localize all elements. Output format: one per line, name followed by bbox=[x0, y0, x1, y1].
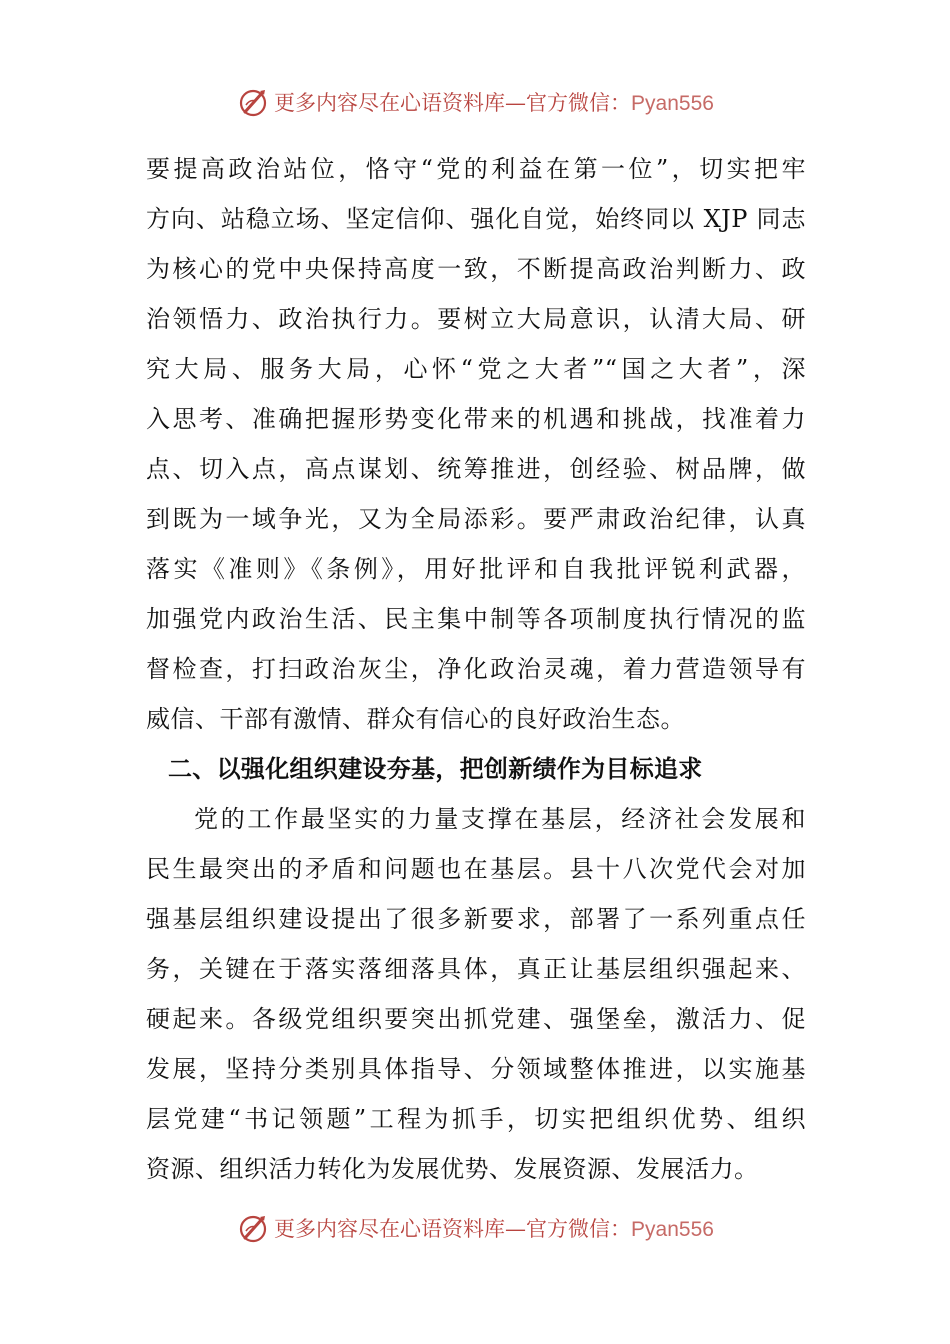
text-line: 要提高政治站位，恪守“党的利益在第一位”，切实把牢 bbox=[146, 155, 806, 183]
text-line: 资源、组织活力转化为发展优势、发展资源、发展活力。 bbox=[146, 1155, 759, 1183]
section-heading: 二、以强化组织建设夯基，把创新绩作为目标追求 bbox=[168, 755, 703, 783]
text-line: 落实《准则》《条例》，用好批评和自我批评锐利武器， bbox=[146, 555, 806, 583]
text-line: 层党建“书记领题”工程为抓手，切实把组织优势、组织 bbox=[146, 1105, 806, 1133]
pen-logo-icon bbox=[236, 85, 270, 119]
text-line: 党的工作最坚实的力量支撑在基层，经济社会发展和 bbox=[194, 805, 806, 833]
text-line: 督检查，打扫政治灰尘，净化政治灵魂，着力营造领导有 bbox=[146, 655, 806, 683]
text-line: 发展，坚持分类别具体指导、分领域整体推进，以实施基 bbox=[146, 1055, 806, 1083]
text-line: 强基层组织建设提出了很多新要求，部署了一系列重点任 bbox=[146, 905, 806, 933]
watermark-header bbox=[0, 82, 950, 122]
text-line: 究大局、服务大局，心怀“党之大者”“国之大者”，深 bbox=[146, 355, 806, 383]
text-line: 加强党内政治生活、民主集中制等各项制度执行情况的监 bbox=[146, 605, 806, 633]
text-line: 务，关键在于落实落细落具体，真正让基层组织强起来、 bbox=[146, 955, 806, 983]
text-line: 入思考、准确把握形势变化带来的机遇和挑战，找准着力 bbox=[146, 405, 806, 433]
watermark-text: 更多内容尽在心语资料库—官方微信：Pyan556 bbox=[274, 91, 714, 115]
watermark-text: 更多内容尽在心语资料库—官方微信：Pyan556 bbox=[274, 1217, 714, 1241]
pen-logo-icon bbox=[236, 1211, 270, 1245]
text-line: 威信、干部有激情、群众有信心的良好政治生态。 bbox=[146, 705, 685, 733]
text-line: 民生最突出的矛盾和问题也在基层。县十八次党代会对加 bbox=[146, 855, 806, 883]
paragraph-organization bbox=[146, 794, 806, 1194]
paragraph-political bbox=[146, 144, 806, 744]
text-line: 为核心的党中央保持高度一致，不断提高政治判断力、政 bbox=[146, 255, 806, 283]
document-body bbox=[146, 144, 806, 1194]
text-line: 方向、站稳立场、坚定信仰、强化自觉，始终同以 XJP 同志 bbox=[146, 205, 806, 233]
text-line: 到既为一域争光，又为全局添彩。要严肃政治纪律，认真 bbox=[146, 505, 806, 533]
text-line: 硬起来。各级党组织要突出抓党建、强堡垒，激活力、促 bbox=[146, 1005, 806, 1033]
text-line: 点、切入点，高点谋划、统筹推进，创经验、树品牌，做 bbox=[146, 455, 806, 483]
watermark-footer bbox=[0, 1208, 950, 1248]
text-line: 治领悟力、政治执行力。要树立大局意识，认清大局、研 bbox=[146, 305, 806, 333]
